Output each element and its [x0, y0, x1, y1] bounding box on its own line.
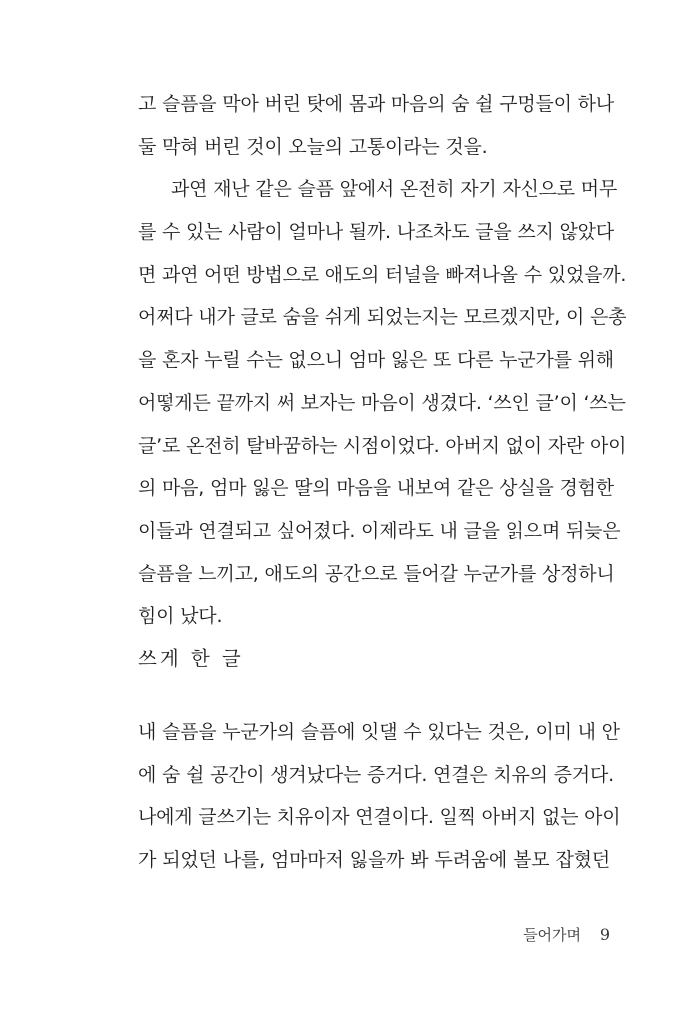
- body-text-block-1: [138, 83, 627, 638]
- text-line: 글’로 온전히 탈바꿈하는 시점이었다. 아버지 없이 자란 아이: [138, 434, 627, 457]
- text-line: 가 되었던 나를, 엄마마저 잃을까 봐 두려움에 볼모 잡혔던: [138, 849, 610, 872]
- section-heading: 쓰게 한 글: [138, 647, 244, 670]
- text-line: 이들과 연결되고 싶어졌다. 이제라도 내 글을 읽으며 뒤늦은: [138, 519, 621, 542]
- text-line: 에 숨 쉴 공간이 생겨났다는 증거다. 연결은 치유의 증거다.: [138, 763, 614, 786]
- footer-chapter-title: 들어가며: [523, 926, 582, 944]
- text-line: 힘이 났다.: [138, 605, 223, 628]
- text-line: 둘 막혀 버린 것이 오늘의 고통이라는 것을.: [138, 135, 488, 158]
- text-line: 고 슬픔을 막아 버린 탓에 몸과 마음의 숨 쉴 구멍들이 하나: [138, 93, 614, 115]
- text-line: 나에게 글쓰기는 치유이자 연결이다. 일찍 아버지 없는 아이: [138, 806, 621, 829]
- text-line: 의 마음, 엄마 잃은 딸의 마음을 내보여 같은 상실을 경험한: [138, 477, 614, 500]
- text-line: 내 슬픔을 누군가의 슬픔에 잇댈 수 있다는 것은, 이미 내 안: [138, 721, 620, 743]
- text-line: 어쩌다 내가 글로 숨을 쉬게 되었는지는 모르겠지만, 이 은총: [138, 306, 627, 329]
- text-line: 를 수 있는 사람이 얼마나 될까. 나조차도 글을 쓰지 않았다: [138, 221, 614, 244]
- text-line: 면 과연 어떤 방법으로 애도의 터널을 빠져나올 수 있었을까.: [138, 263, 627, 286]
- body-text-block-2: [138, 711, 621, 882]
- text-line: 슬픔을 느끼고, 애도의 공간으로 들어갈 누군가를 상정하니: [138, 562, 615, 585]
- text-line: 과연 재난 같은 슬픔 앞에서 온전히 자기 자신으로 머무: [171, 178, 618, 201]
- text-line: 어떻게든 끝까지 써 보자는 마음이 생겼다. ‘쓰인 글’이 ‘쓰는: [138, 391, 626, 414]
- page-number: 9: [599, 925, 610, 944]
- running-footer: [523, 924, 610, 945]
- text-line: 을 혼자 누릴 수는 없으니 엄마 잃은 또 다른 누군가를 위해: [138, 349, 614, 372]
